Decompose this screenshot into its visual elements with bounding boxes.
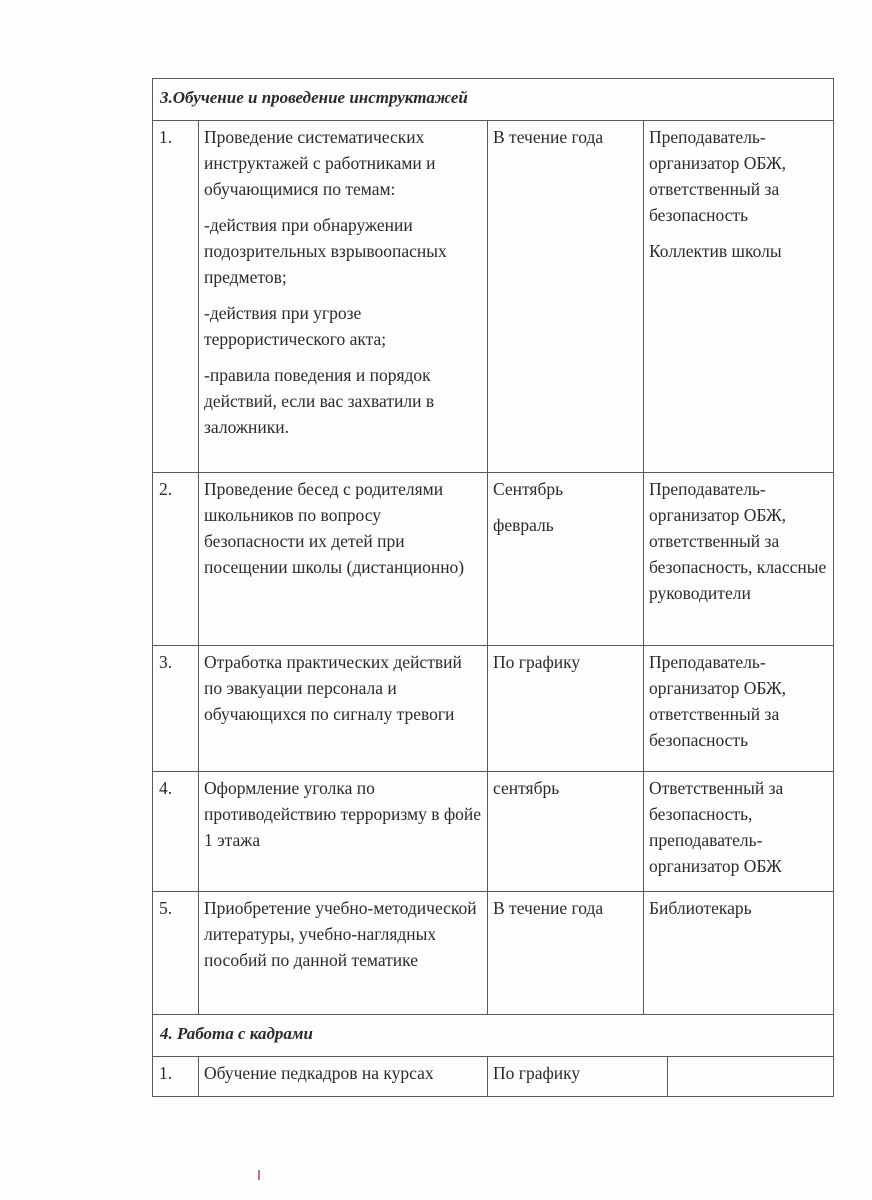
event-cell: [199, 772, 488, 892]
date-text: В течение года: [493, 898, 604, 918]
event-cell: [199, 473, 488, 646]
event-text: -правила поведения и порядок действий, если вас захватили в заложники.: [204, 365, 435, 437]
date-cell: [488, 646, 644, 772]
event-text: -действия при угрозе террористического акта;: [204, 303, 387, 349]
section-4-title: 4. Работа с кадрами: [153, 1015, 834, 1057]
responsible-text: Преподаватель-организатор ОБЖ, ответственный за безопасность: [649, 127, 787, 225]
date-text: В течение года: [493, 127, 604, 147]
date-text: Сентябрь: [493, 479, 564, 499]
row-number: 3.: [153, 646, 199, 772]
table-row: [153, 646, 834, 772]
event-text: Приобретение учебно-методической литературы, учебно-наглядных пособий по данной тематике: [204, 898, 477, 970]
event-cell: [199, 646, 488, 772]
date-text: сентябрь: [493, 778, 560, 798]
table-row: [153, 121, 834, 473]
responsible-text: Преподаватель-организатор ОБЖ, ответственный за безопасность, классные руководители: [649, 479, 827, 603]
row-number: 5.: [153, 892, 199, 1015]
table-row: [153, 772, 834, 892]
section-header-row: [153, 1015, 834, 1057]
row-number: 2.: [153, 473, 199, 646]
date-text: По графику: [493, 652, 581, 672]
event-text: Отработка практических действий по эвакуации персонала и обучающихся по сигналу тревоги: [204, 652, 462, 724]
responsible-cell: [668, 1057, 834, 1097]
date-cell: [488, 121, 644, 473]
responsible-text: Библиотекарь: [649, 898, 752, 918]
responsible-cell: [644, 892, 834, 1015]
scan-speck: [258, 1170, 260, 1180]
event-text: Проведение бесед с родителями школьников по вопросу безопасности их детей при посещении школы (дистанционно): [204, 479, 465, 577]
responsible-cell: [644, 473, 834, 646]
responsible-text: Коллектив школы: [649, 241, 782, 261]
plan-table: [152, 78, 834, 1097]
row-number: 4.: [153, 772, 199, 892]
table-row: [153, 473, 834, 646]
responsible-text: Ответственный за безопасность, преподаватель-организатор ОБЖ: [649, 778, 784, 876]
responsible-cell: [644, 121, 834, 473]
event-cell: [199, 892, 488, 1015]
event-cell: [199, 121, 488, 473]
date-cell: [488, 892, 644, 1015]
date-cell: По графику: [488, 1057, 668, 1097]
date-cell: [488, 772, 644, 892]
table-row: [153, 1057, 834, 1097]
section-header-row: [153, 79, 834, 121]
date-text: февраль: [493, 515, 554, 535]
section-3-title: 3.Обучение и проведение инструктажей: [153, 79, 834, 121]
date-cell: [488, 473, 644, 646]
row-number: 1.: [153, 121, 199, 473]
row-number: 1.: [153, 1057, 199, 1097]
table-row: [153, 892, 834, 1015]
event-cell: Обучение педкадров на курсах: [199, 1057, 488, 1097]
responsible-cell: [644, 646, 834, 772]
event-text: Проведение систематических инструктажей с работниками и обучающимися по темам:: [204, 127, 436, 199]
responsible-cell: [644, 772, 834, 892]
event-text: Оформление уголка по противодействию терроризму в фойе 1 этажа: [204, 778, 482, 850]
event-text: -действия при обнаружении подозрительных взрывоопасных предметов;: [204, 215, 447, 287]
responsible-text: Преподаватель-организатор ОБЖ, ответственный за безопасность: [649, 652, 787, 750]
